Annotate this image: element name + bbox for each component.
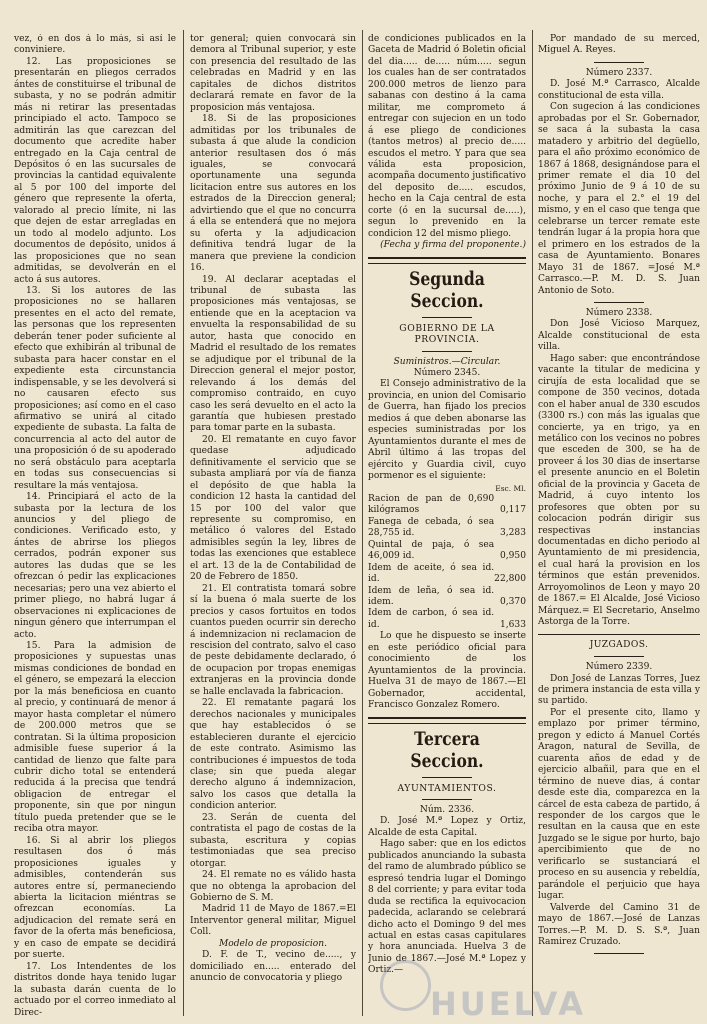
notice-heading: D. José M.ª Lopez y Ortiz, Alcalde de esta Capital. [368,816,526,838]
notice-heading: Don José de Lanzas Torres, Juez de primera instancia de esta villa y su partido. [538,673,700,707]
price-value: 0,370 [499,597,526,608]
paragraph: de condiciones publicados en la Gaceta de Madrid ó Boletin oficial del dia..... de..... núm..... segun los cuales han de ser contratados 200.000 metros de lienzo para sabanas con destino á la cama militar, me comprometo á entregar con sujecion en un todo á ese pliego de condiciones (tantos metros) al precio de..... escudos el metro. Y para que sea válida esta proposicion, acompaña documento justificativo del deposito de..... escudos, hecho en la Caja central de esta corte (ó en la sucursal de.....), segun lo prevenido en la condicion 12 del mismo pliego. [368,34,526,239]
price-value: 0,950 [499,551,526,562]
paragraph: 14. Principiará el acto de la subasta por la lectura de los anuncios y del pliego de condiciones. Verificado esto, y ántes de abrirse los pliegos cerrados, podrán exponer sus autores las dudas que se les ofrezcan ó pedir las explicaciones necesarias; pero una vez abierto el primer pliego, no habrá lugar á observaciones ni explicaciones de ningun género que interrumpan el acto. [14,492,176,640]
paragraph: 24. El remate no es válido hasta que no obtenga la aprobacion del Gobierno de S. M. [190,870,356,903]
paragraph: 23. Serán de cuenta del contratista el pago de costas de la subasta, escritura y copias testimoniadas que sea preciso otorgar. [190,812,356,869]
notice-number: Número 2337. [585,67,653,78]
section-divider [538,634,700,635]
price-item: Idem de carbon, ó sea id. id. [368,608,495,630]
column-3 [368,34,526,1016]
paragraph: D. F. de T., vecino de....., y domiciliado en..... enterado del anuncio de convocatoria y pliego [190,950,356,984]
paragraph: Por mandado de su merced, Miguel A. Reyes. [538,34,700,56]
paragraph: Con sugecion á las condiciones aprobadas por el Sr. Gobernador, se saca á la subasta la casa matadero y arbitrio del degüello, para el año próximo económico de 1867 á 1868, designándose para el primer remate el dia 10 del próximo Junio de 9 á 10 de su noche, y para el 2.° el 19 del mismo, y en el caso que tenga que celebrarse un tercer remate este tendrán lugar á la propia hora que el primero en los estrados de la casa de Ayuntamiento. Bonares Mayo 31 de 1867. =José M.ª Carrasco.—P. M. D. S. Juan Antonio de Soto. [538,102,700,296]
divider [594,62,644,63]
price-item: Idem de leña, ó sea id. idem. [368,585,495,608]
watermark: HUELVA [430,985,586,1023]
paragraph: 15. Para la admision de proposiciones y supuestas unas mismas condiciones de bondad en el género, se empezará la eleccion por la más beneficiosa en cuanto al precio, y continuará de menor á mayor hasta completar el número de 200.000 metros que se contratan. Si la última proposicion admisible fuese superior á la cantidad de lienzo que falte para cubrir dicho total se entenderá reducida á la precisa que tendrá obligacion de entregar el proponente, sin que por ningun título pueda pretender que se le reciba otra mayor. [14,641,176,835]
section-title: Tercera Seccion. [410,727,484,772]
paragraph: Madrid 11 de Mayo de 1867.=El Interventor general militar, Miguel Coll. [190,904,356,938]
signature-line: (Fecha y firma del proponente.) [380,240,526,251]
divider [422,317,472,318]
modelo-title: Modelo de proposicion. [218,938,328,949]
column-1 [14,34,176,1016]
price-value: 3,283 [499,528,526,539]
divider [594,656,644,657]
column-4 [538,34,700,1016]
paragraph: 21. El contratista tomará sobre sí la buena ó mala suerte de los precios y casos fortuitos en todos cuantos pueden ocurrir sin derecho á indemnizacion ni reclamacion de rescision del contrato, salvo el caso de peste debidamente declarado, ó de ocupacion por tropas enemigas extranjeras en la provincia donde se halle enclavada la fabricacion. [190,583,356,697]
paragraph: tor general; quien convocará sin demora al Tribunal superior, y este con presencia del resultado de las celebradas en Madrid y en las capitales de dichos distritos declarará remate en favor de la proposicion más ventajosa. [190,34,356,113]
paragraph: Valverde del Camino 31 de mayo de 1867.—José de Lanzas Torres.—P. M. D. S. S.ª, Juan Ramirez Cruzado. [538,902,700,947]
paragraph: 17. Los Intendentes de los distritos donde haya tenido lugar la subasta darán cuenta de lo actuado por el correo inmediato al Direc- [14,961,176,1016]
paragraph: Por el presente cito, llamo y emplazo por primer término, pregon y edicto á Manuel Cortés Aragon, natural de Sevilla, de cuarenta años de edad y de ejercicio albañil, para que en el término de nueve dias, á contar desde este dia, comparezca en la cárcel de esta cabeza de partido, á responder de los cargos que le resultan en la causa que en este Juzgado se le sigue por hurto, bajo apercibimiento que de no verificarlo se sustanciará el proceso en su ausencia y rebeldía, parándole el perjuicio que haya lugar. [538,707,700,902]
price-item: Idem de aceite, ó sea id. id. [368,562,495,585]
column-rule [532,30,533,1016]
section-divider [368,257,526,264]
table-row [368,608,526,631]
paragraph: 18. Si de las proposiciones admitidas por los tribunales de subasta á que alude la condicion anterior resultasen dos ó más iguales, se convocará oportunamente una segunda licitacion entre sus autores en los estrados de la Direccion general; advirtiendo que el que no concurra á ella se entenderá que no mejora su oferta y la adjudicacion definitiva tendrá lugar de la manera que previene la condicion 16. [190,114,356,274]
notice-number: Número 2345. [413,367,481,378]
notice-number: Número 2339. [585,662,653,673]
price-item: Fanega de cebada, ó sea 28,755 id. [368,516,495,539]
table-row [368,586,526,609]
table-row [368,494,526,517]
price-value: 1,633 [499,619,526,630]
price-item: Quintal de paja, ó sea 46,009 id. [368,539,495,562]
paragraph: Hago saber: que encontrándose vacante la titular de medicina y cirujía de esta localidad que se compone de 350 vecinos, dotada con el haber anual de 330 escudos (3300 rs.) con más las igualas que concierte, ya en trigo, ya en metálico con los vecinos no pobres que esceden de 300, se ha de proveer á los 30 dias de insertarse el presente anuncio en el Boletin oficial de la provincia y Gaceta de Madrid, á cuyo intento los profesores que obten por su colocacion podrán dirigir sus respectivas instancias documentadas en dicho periodo al Ayuntamiento de mi presidencia, el cual hará la provision en los términos que están prevenidos. Arroyomolinos de Leon y mayo 20 de 1867.= El Alcalde, José Vicioso Márquez.= El Secretario, Anselmo Astorga de la Torre. [538,353,700,628]
paragraph: 22. El rematante pagará los derechos nacionales y municipales que hay establecidos ó se establecieren durante el ejercicio de este contrato. Asimismo las contribuciones é impuestos de toda clase; sin que pueda alegar derecho alguno á indemnizacion, salvo los casos que detalla la condicion anterior. [190,698,356,812]
table-row [368,563,526,586]
price-value: 22,800 [494,574,526,585]
paragraph: El Consejo administrativo de la provincia, en union del Comisario de Guerra, han fijado los precios medios á que deben abonarse las especies suministradas por los Ayuntamientos durante el mes de Abril último á las tropas del ejército y Guardia civil, cuyo pormenor es el siguiente: [368,379,526,482]
paragraph: 13. Si los autores de las proposiciones no se hallaren presentes en el acto del remate, las personas que los representen deberán tener poder suficiente al efecto que exhibirán al tribunal de subasta para hacer constar en el expediente esta circunstancia indispensable, y se les devolverá si no causaren efecto sus proposiciones; así como en el caso afirmativo se unirá al citado expediente de subasta. La falta de concurrencia al acto del autor de una proposición ó de su apoderado no será obstáculo para aceptarla en todas sus consecuencias si resultare la más ventajosa. [14,285,176,491]
price-table [368,494,526,631]
divider [422,351,472,352]
notice-type: Suministros.—Circular. [393,356,501,367]
column-rule [362,30,363,1016]
section-subtitle: GOBIERNO DE LA PROVINCIA. [399,322,495,346]
notice-number: Núm. 2336. [419,805,475,816]
paragraph: 16. Si al abrir los pliegos resultasen dos ó más proposiciones iguales y admisibles, contenderán sus autores entre sí, permaneciendo abierta la licitacion miéntras se ofrezcan economías. La adjudicacion del remate será en favor de la oferta más beneficiosa, y en caso de empate se decidirá por suerte. [14,835,176,961]
table-header: Esc. Ml. [495,483,526,493]
notice-number: Número 2338. [585,307,653,318]
paragraph: vez, ó en dos á lo más, si así le conviniere. [14,34,176,56]
paragraph: Hago saber: que en los edictos publicados anunciando la subasta del ramo de alumbrado público se espresó tendria lugar el Domingo 8 del corriente; y para evitar toda duda se rectifica la equivocacion padecida, aclarando se celebrará dicho acto el Domingo 9 del mes actual en estas casas capitulares y hora anunciada. Huelva 3 de Junio de 1867.—José M.ª Lopez y Ortiz.— [368,839,526,976]
paragraph: 19. Al declarar aceptadas el tribunal de subasta las proposiciones más ventajosas, se entiende que en la aceptacion va envuelta la responsabilidad de su autor, hasta que conocido en Madrid el resultado de los remates se adjudique por el tribunal de la Direccion general el mejor postor, relevando á los demás del compromiso contraido, en cuyo caso les será devuelto en el acto la garantía que hubiesen prestado para tomar parte en la subasta. [190,274,356,434]
divider [422,799,472,800]
section-title: Segunda Seccion. [409,267,485,312]
notice-heading: D. José M.ª Carrasco, Alcalde constitucional de esta villa. [538,79,700,101]
paragraph: 12. Las proposiciones se presentarán en pliegos cerrados ántes de constituirse el tribunal de subasta, y no se podrán admitir más ni retirar las presentadas principiado el acto. Tampoco se admitirán las que carezcan del documento que acredite haber entregado en la Caja central de Depósitos ó en las sucursales de provincias la cantidad equivalente al 5 por 100 del importe del género que represente la oferta, valorado al precio límite, ni las que dejen de estar arregladas en un todo al modelo adjunto. Los documentos de depósito, unidos á las proposiciones que no sean admitidas, se devolverán en el acto á sus autores. [14,56,176,285]
paragraph: Lo que he dispuesto se inserte en este periódico oficial para conocimiento de los Ayuntamientos de la provincia. Huelva 31 de mayo de 1867.—El Gobernador, accidental, Francisco Gonzalez Romero. [368,631,526,711]
column-2 [190,34,356,1016]
table-row [368,540,526,563]
column-rule [183,30,184,1016]
price-item: Racion de pan de 0,690 kilógramos [368,493,495,516]
paragraph: 20. El rematante en cuyo favor quedase adjudicado definitivamente el servicio que se subasta ampliará por vía de fianza el depósito de que habla la condicion 12 hasta la cantidad del 15 por 100 del valor que represente su compromiso, en metálico ó valores del Estado admisibles según la ley, libres de todas las exenciones que establece el art. 13 de la de Contabilidad de 20 de Febrero de 1850. [190,434,356,583]
price-value: 0,117 [499,505,526,516]
watermark-logo-icon [380,960,431,1011]
notice-heading: Don José Vicioso Marquez, Alcalde constitucional de esta villa. [538,319,700,353]
divider [594,302,644,303]
divider [594,953,644,954]
section-subtitle: JUZGADOS. [589,639,649,650]
divider [422,777,472,778]
table-row [368,517,526,540]
section-subtitle: AYUNTAMIENTOS. [397,782,497,794]
section-divider [368,717,526,724]
